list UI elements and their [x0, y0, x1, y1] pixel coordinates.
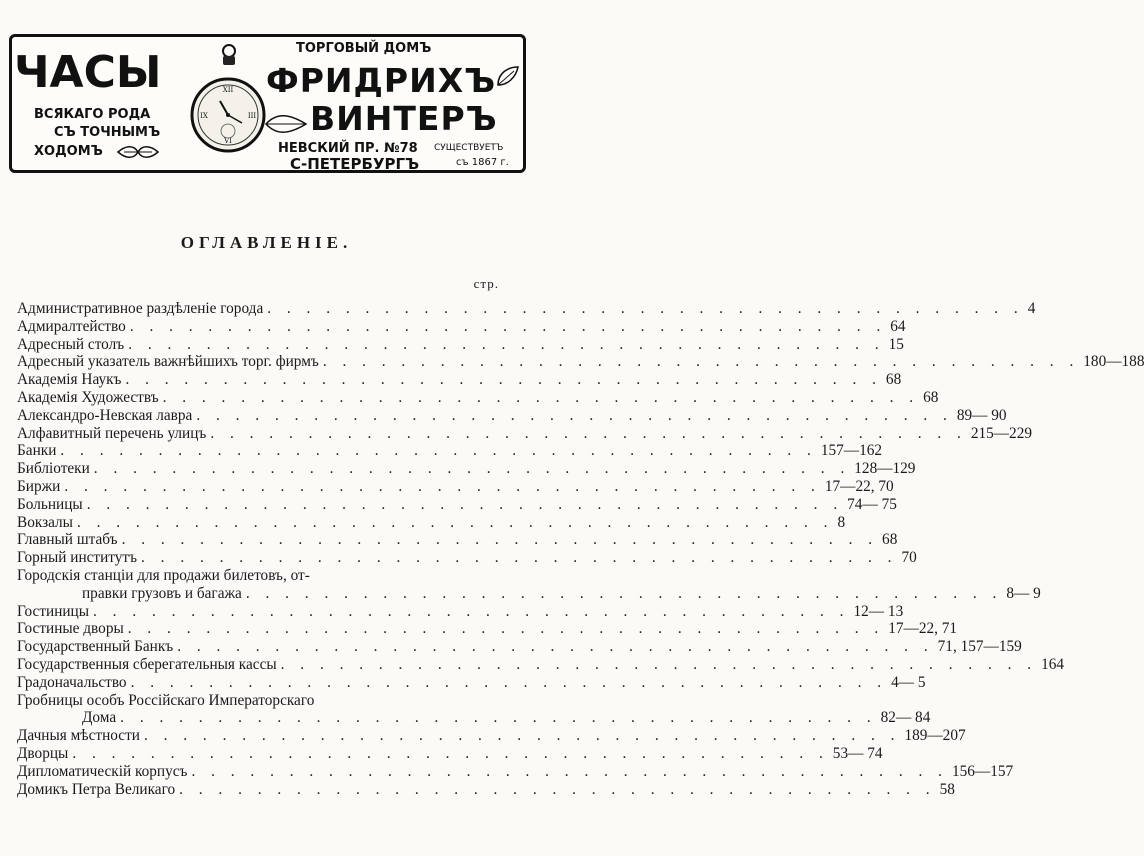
toc-entry-page: 53— 74 [832, 744, 883, 762]
toc-entry-page: 68 [923, 388, 939, 406]
toc-entry [17, 780, 955, 799]
ad-name-fridrikh: ФРИДРИХЪ [266, 61, 497, 100]
toc-entry [17, 460, 916, 478]
toc-leader-dots: . . . . . . . . . . . . . . . . . . . . . . . . . . . . . . . . . . . . . . . [196, 406, 953, 424]
toc-entry-page: 8— 9 [1006, 584, 1041, 602]
toc-entry [17, 655, 1065, 674]
toc-leader-dots: . . . . . . . . . . . . . . . . . . . . . . . . . . . . . . . . . . . . . . . [143, 727, 901, 745]
toc-entry-title: Дворцы [17, 744, 69, 762]
ad-line-s-tochnym: СЪ ТОЧНЫМЪ [54, 125, 161, 140]
toc-entry-title: Государственный Банкъ [17, 638, 174, 656]
toc-entry-page: 58 [939, 780, 955, 798]
toc-entry [17, 762, 1014, 781]
toc-entry [17, 673, 926, 692]
leaf-ornament-mid-left [264, 111, 308, 137]
toc-leader-dots: . . . . . . . . . . . . . . . . . . . . . . . . . . . . . . . . . . . . . . . [210, 424, 967, 442]
toc-entry-page: 70 [901, 549, 917, 567]
toc-entry [17, 371, 902, 389]
toc-entry [17, 744, 883, 763]
toc-entry [17, 442, 883, 460]
svg-text:III: III [247, 112, 257, 120]
ad-line-vsyakago: ВСЯКАГО РОДА [34, 107, 151, 122]
ad-trading-house: ТОРГОВЫЙ ДОМЪ [296, 41, 432, 56]
table-of-contents [17, 300, 1144, 798]
toc-entry [17, 406, 1007, 425]
ad-since: съ 1867 г. [456, 157, 509, 168]
toc-entry-title: Гробницы особъ Россійскаго Императорскаго [17, 691, 315, 709]
toc-entry-title: Административное раздѣленіе города [17, 300, 264, 317]
toc-entry-title: Дипломатическій корпусъ [17, 762, 188, 780]
toc-entry [17, 692, 501, 710]
ad-word-chasy: ЧАСЫ [14, 47, 162, 98]
toc-leader-dots: . . . . . . . . . . . . . . . . . . . . . . . . . . . . . . . . . . . . . . . [162, 388, 920, 406]
toc-leader-dots: . . . . . . . . . . . . . . . . . . . . . . . . . . . . . . . . . . . . . . . [76, 513, 834, 531]
toc-leader-dots: . . . . . . . . . . . . . . . . . . . . . . . . . . . . . . . . . . . . . . . [130, 673, 888, 691]
toc-entry-page: 12— 13 [853, 602, 904, 620]
ad-city: С-ПЕТЕРБУРГЪ [290, 155, 420, 173]
toc-entry-page: 4 [1027, 300, 1036, 317]
toc-entry-page: 8 [837, 513, 846, 531]
toc-title: ОГЛАВЛЕНІЕ. [180, 233, 353, 252]
toc-entry-title: Биржи [17, 477, 61, 495]
toc-entry-title: Адмиралтейство [17, 317, 126, 335]
page-column-label: стр. [473, 276, 499, 291]
toc-entry-title: Адресный столъ [17, 335, 125, 353]
toc-leader-dots: . . . . . . . . . . . . . . . . . . . . . . . . . . . . . . . . . . . . . . . [127, 620, 885, 638]
toc-leader-dots: . . . . . . . . . . . . . . . . . . . . . . . . . . . . . . . . . . . . . . . [93, 460, 851, 478]
toc-entry-page: 74— 75 [847, 495, 897, 513]
toc-entry-page: 82— 84 [880, 709, 931, 727]
toc-entry-title: Библіотеки [17, 460, 90, 478]
svg-text:VI: VI [224, 137, 232, 145]
toc-entry-page: 157—162 [820, 442, 883, 460]
toc-entry-title: Александро-Невская лавра [17, 406, 193, 424]
toc-entry [17, 638, 1022, 656]
toc-entry [17, 727, 966, 745]
toc-leader-dots: . . . . . . . . . . . . . . . . . . . . . . . . . . . . . . . . . . . . . . . [72, 744, 829, 762]
toc-leader-dots: . . . . . . . . . . . . . . . . . . . . . . . . . . . . . . . . . . . . . . . [64, 477, 821, 495]
advertisement-banner [9, 34, 526, 173]
toc-entry-page: 156—157 [951, 762, 1014, 780]
toc-entry [17, 584, 1041, 603]
toc-entry [17, 567, 501, 585]
leaf-ornament-top-right [494, 63, 522, 89]
toc-entry-title: Гостиные дворы [17, 620, 124, 638]
toc-entry-title: Дома [82, 709, 117, 727]
toc-entry-title: Государственныя сберегательныя кассы [17, 655, 277, 673]
toc-entry-title: Градоначальство [17, 673, 127, 691]
toc-entry-page: 4— 5 [891, 673, 926, 691]
toc-entry [17, 709, 931, 727]
pocket-watch-icon [190, 43, 268, 169]
toc-leader-dots: . . . . . . . . . . . . . . . . . . . . . . . . . . . . . . . . . . . . . . . [322, 353, 1080, 371]
toc-leader-dots: . . . . . . . . . . . . . . . . . . . . . . . . . . . . . . . . . . . . . . . [267, 300, 1024, 317]
toc-entry-title: Академія Наукъ [17, 371, 122, 389]
toc-entry-page: 164 [1041, 655, 1065, 673]
toc-entry-title: Адресный указатель важнѣйшихъ торг. фирмъ [17, 353, 319, 371]
toc-leader-dots: . . . . . . . . . . . . . . . . . . . . . . . . . . . . . . . . . . . . . . . [280, 655, 1038, 673]
toc-leader-dots: . . . . . . . . . . . . . . . . . . . . . . . . . . . . . . . . . . . . . . . [129, 317, 887, 335]
toc-entry [17, 602, 904, 621]
toc-entry-title: Алфавитный перечень улицъ [17, 424, 207, 442]
ad-exists: СУЩЕСТВУЕТЪ [434, 143, 504, 153]
svg-text:IX: IX [200, 112, 208, 120]
toc-entry [17, 513, 846, 532]
ad-address: НЕВСКИЙ ПР. №78 [278, 141, 418, 156]
toc-entry-title: Главный штабъ [17, 531, 118, 549]
toc-leader-dots: . . . . . . . . . . . . . . . . . . . . . . . . . . . . . . . . . . . . . . . [128, 335, 885, 353]
toc-entry [17, 353, 1144, 371]
toc-entry-title: Банки [17, 442, 57, 460]
toc-leader-dots: . . . . . . . . . . . . . . . . . . . . . . . . . . . . . . . . . . . . . . . [93, 602, 850, 620]
toc-entry [17, 388, 939, 407]
ad-name-vinter: ВИНТЕРЪ [310, 99, 498, 138]
toc-entry-page: 89— 90 [956, 406, 1007, 424]
toc-entry-title: Больницы [17, 495, 83, 513]
svg-text:XII: XII [222, 86, 234, 94]
toc-leader-dots: . . . . . . . . . . . . . . . . . . . . . . . . . . . . . . . . . . . . . . . [177, 638, 934, 656]
toc-entry-title: Домикъ Петра Великаго [17, 780, 176, 798]
toc-entry [17, 549, 917, 567]
toc-entry [17, 495, 897, 514]
toc-entry-title: Гостиницы [17, 602, 90, 620]
toc-entry [17, 424, 1032, 443]
toc-entry [17, 300, 1036, 318]
leaf-ornament-left [116, 145, 160, 159]
toc-leader-dots: . . . . . . . . . . . . . . . . . . . . . . . . . . . . . . . . . . . . . . . [125, 371, 882, 389]
toc-entry [17, 620, 958, 638]
toc-entry [17, 317, 906, 336]
toc-entry [17, 477, 894, 496]
toc-entry-page: 128—129 [854, 460, 916, 478]
toc-entry-page: 71, 157—159 [937, 638, 1022, 656]
toc-entry-page: 64 [890, 317, 906, 335]
toc-entry [17, 531, 898, 549]
toc-leader-dots: . . . . . . . . . . . . . . . . . . . . . . . . . . . . . . . . . . . . . . . [191, 762, 948, 780]
toc-entry-title: Академія Художествъ [17, 388, 159, 406]
toc-entry-title: Горный институтъ [17, 549, 138, 567]
toc-leader-dots: . . . . . . . . . . . . . . . . . . . . . . . . . . . . . . . . . . . . . . . [245, 584, 1003, 602]
toc-entry-page: 17—22, 70 [824, 477, 894, 495]
toc-entry [17, 335, 904, 354]
toc-leader-dots: . . . . . . . . . . . . . . . . . . . . . . . . . . . . . . . . . . . . . . . [179, 780, 936, 798]
ad-line-khodom: ХОДОМЪ [34, 144, 103, 159]
toc-leader-dots: . . . . . . . . . . . . . . . . . . . . . . . . . . . . . . . . . . . . . . . [120, 709, 877, 727]
toc-entry-page: 189—207 [904, 727, 966, 745]
toc-entry-title: Дачныя мѣстности [17, 727, 140, 745]
toc-entry-page: 17—22, 71 [888, 620, 958, 638]
toc-entry-page: 15 [888, 335, 904, 353]
toc-leader-dots: . . . . . . . . . . . . . . . . . . . . . . . . . . . . . . . . . . . . . . . [121, 531, 879, 549]
toc-leader-dots: . . . . . . . . . . . . . . . . . . . . . . . . . . . . . . . . . . . . . . . [60, 442, 817, 460]
toc-entry-title: Вокзалы [17, 513, 73, 531]
toc-entry-page: 68 [882, 531, 898, 549]
toc-entry-page: 215—229 [970, 424, 1032, 442]
toc-leader-dots: . . . . . . . . . . . . . . . . . . . . . . . . . . . . . . . . . . . . . . . [141, 549, 898, 567]
toc-leader-dots: . . . . . . . . . . . . . . . . . . . . . . . . . . . . . . . . . . . . . . . [86, 495, 844, 513]
toc-entry-title: правки грузовъ и багажа [82, 584, 242, 602]
toc-entry-title: Городскія станціи для продажи билетовъ, от- [17, 566, 310, 584]
toc-entry-page: 68 [885, 371, 902, 389]
toc-entry-page: 180—188 [1083, 353, 1144, 371]
